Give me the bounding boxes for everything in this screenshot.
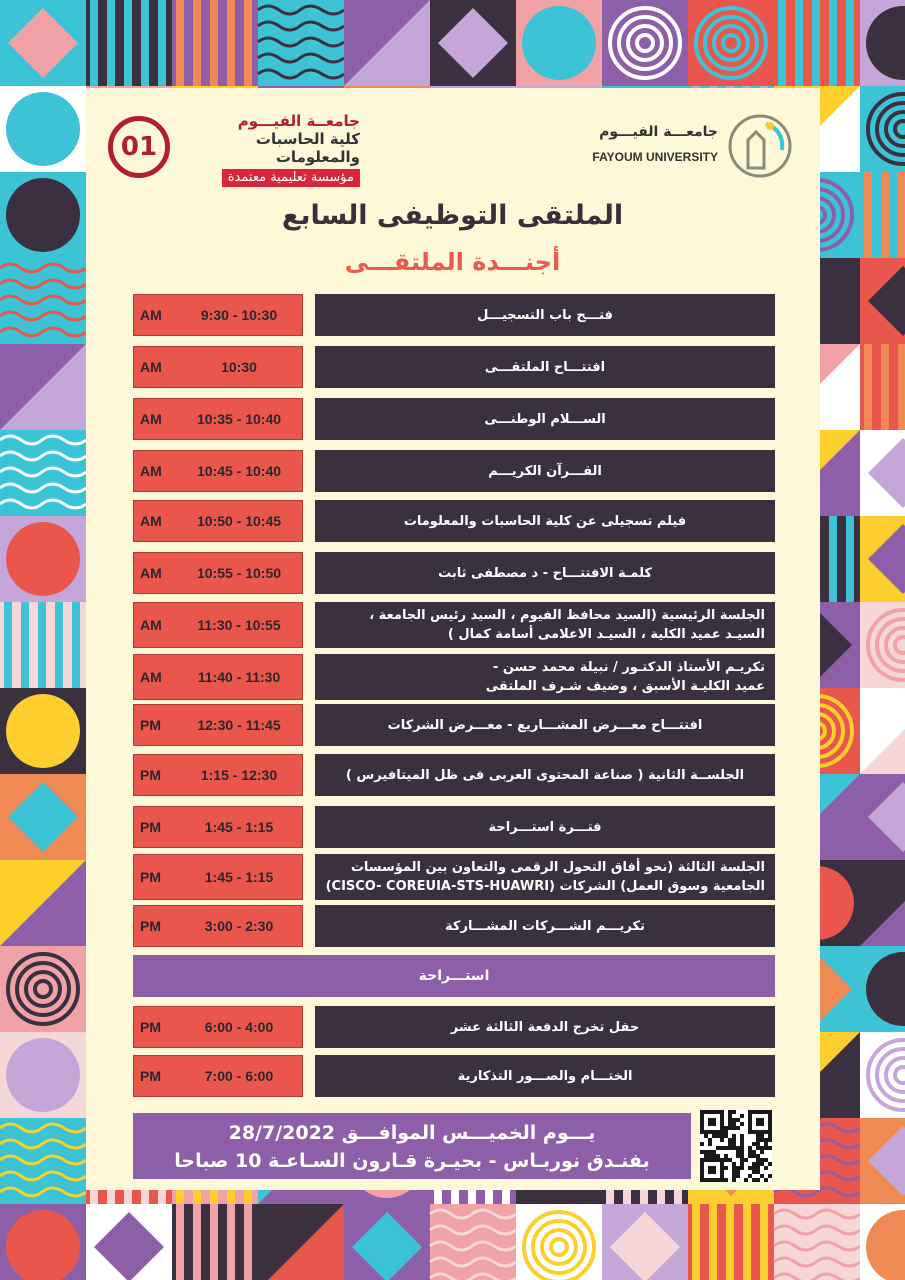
agenda-ampm: PM bbox=[140, 767, 161, 783]
agenda-event-line2: عميد الكليـة الأسبق ، وضيف شـرف الملتقى bbox=[485, 679, 765, 694]
agenda-ampm: AM bbox=[140, 463, 162, 479]
agenda-time: 11:30 - 10:55 bbox=[197, 617, 281, 633]
agenda-ampm: AM bbox=[140, 307, 162, 323]
agenda-event-text: فيلم تسجيلى عن كلية الحاسبات والمعلومات bbox=[403, 513, 687, 529]
agenda-time-cell bbox=[133, 500, 303, 542]
agenda-time: 11:40 - 11:30 bbox=[197, 669, 281, 685]
agenda-time: 10:30 bbox=[221, 359, 257, 375]
page-subtitle: أجنـــدة الملتقـــى bbox=[344, 248, 561, 276]
agenda-event bbox=[315, 552, 775, 594]
agenda-row bbox=[133, 450, 775, 492]
agenda-ampm: AM bbox=[140, 359, 162, 375]
agenda-event bbox=[315, 1055, 775, 1097]
agenda-event bbox=[315, 654, 775, 700]
agenda-event bbox=[315, 905, 775, 947]
agenda-event-line1: تكريـم الأستاذ الدكتـور / نبيلة محمد حسن - bbox=[492, 660, 765, 675]
agenda-time: 9:30 - 10:30 bbox=[200, 307, 278, 323]
agenda-event-line2: السيـد عميد الكلية ، السيـد الاعلامى أسامة كمال ) bbox=[447, 627, 765, 642]
agenda-ampm: PM bbox=[140, 717, 161, 733]
agenda-event bbox=[315, 450, 775, 492]
agenda-event-text: افتتـــاح الملتقـــى bbox=[484, 359, 606, 375]
agenda-time: 10:55 - 10:50 bbox=[196, 565, 282, 581]
agenda-event bbox=[315, 346, 775, 388]
agenda-event bbox=[315, 704, 775, 746]
agenda-event bbox=[315, 294, 775, 336]
agenda-row bbox=[133, 1006, 775, 1048]
fci-badge-icon: 01 bbox=[108, 116, 170, 178]
agenda-row bbox=[133, 754, 775, 796]
agenda-event bbox=[315, 500, 775, 542]
agenda-ampm: PM bbox=[140, 819, 161, 835]
agenda-time-cell bbox=[133, 346, 303, 388]
agenda-row bbox=[133, 854, 775, 900]
agenda-event-text: كلمـة الافتتـــاح - د مصطفى ثابت bbox=[438, 565, 652, 581]
agenda-time-cell bbox=[133, 704, 303, 746]
agenda-row bbox=[133, 398, 775, 440]
agenda-time-cell bbox=[133, 806, 303, 848]
agenda-event-line2: الجامعية وسوق العمل) الشركات (CISCO- COREUIA-STS-HUAWRI) bbox=[325, 879, 765, 894]
fci-university-name: جامعــة الفيـــوم bbox=[237, 112, 360, 130]
agenda-row bbox=[133, 704, 775, 746]
agenda-event-text: فتـــح باب التسجيـــل bbox=[477, 307, 613, 323]
agenda-time-cell bbox=[133, 294, 303, 336]
agenda-row bbox=[133, 654, 775, 700]
agenda-time: 1:45 - 1:15 bbox=[204, 819, 274, 835]
agenda-time-cell bbox=[133, 602, 303, 648]
agenda-row bbox=[133, 806, 775, 848]
agenda-time-cell bbox=[133, 1006, 303, 1048]
fci-accreditation-label: مؤسسة تعليمية معتمدة bbox=[222, 169, 360, 187]
agenda-time-cell bbox=[133, 854, 303, 900]
agenda-row bbox=[133, 905, 775, 947]
agenda-time: 7:00 - 6:00 bbox=[204, 1068, 274, 1084]
agenda-time: 3:00 - 2:30 bbox=[204, 918, 274, 934]
agenda-event-text: الســـلام الوطنـــى bbox=[484, 411, 606, 427]
agenda-event-text: الجلســة الثانية ( صناعة المحتوى العربى فى ظل الميتافيرس ) bbox=[345, 767, 745, 783]
fu-english-name: FAYOUM UNIVERSITY bbox=[592, 150, 718, 164]
agenda-event bbox=[315, 398, 775, 440]
agenda-time-cell bbox=[133, 450, 303, 492]
fci-faculty-name: كلية الحاسبات والمعلومات bbox=[255, 130, 360, 166]
agenda-row bbox=[133, 346, 775, 388]
qr-code-icon bbox=[700, 1110, 772, 1182]
agenda-row bbox=[133, 500, 775, 542]
agenda-time: 10:35 - 10:40 bbox=[196, 411, 282, 427]
agenda-event-text: فتـــرة استـــراحة bbox=[488, 819, 602, 835]
agenda-row bbox=[133, 602, 775, 648]
agenda-event bbox=[315, 854, 775, 900]
agenda-row bbox=[133, 1055, 775, 1097]
agenda-event-text: الختـــام والصـــور التذكارية bbox=[457, 1068, 633, 1084]
agenda-ampm: AM bbox=[140, 669, 162, 685]
agenda-event bbox=[315, 1006, 775, 1048]
agenda-time-cell bbox=[133, 654, 303, 700]
agenda-ampm: AM bbox=[140, 617, 162, 633]
agenda-time: 12:30 - 11:45 bbox=[197, 717, 281, 733]
agenda-time: 10:50 - 10:45 bbox=[196, 513, 282, 529]
fu-emblem-icon bbox=[726, 110, 794, 182]
agenda-time-cell bbox=[133, 398, 303, 440]
agenda-event bbox=[315, 806, 775, 848]
agenda-row bbox=[133, 294, 775, 336]
agenda-time-cell bbox=[133, 1055, 303, 1097]
agenda-time: 1:45 - 1:15 bbox=[204, 869, 274, 885]
agenda-event-text: حفل تخرج الدفعة الثالثة عشر bbox=[450, 1019, 640, 1035]
agenda-event-line1: الجلسة الرئيسية (السيد محافظ الفيوم ، السيد رئيس الجامعة ، bbox=[369, 608, 765, 623]
agenda-event bbox=[315, 602, 775, 648]
agenda-time-cell bbox=[133, 552, 303, 594]
event-date: يـــوم الخميـــس الموافـــق 28/7/2022 bbox=[228, 1122, 596, 1144]
agenda-time: 10:45 - 10:40 bbox=[196, 463, 282, 479]
agenda-ampm: PM bbox=[140, 1019, 161, 1035]
agenda-event bbox=[315, 754, 775, 796]
agenda-time: 6:00 - 4:00 bbox=[204, 1019, 274, 1035]
page-title: الملتقى التوظيفى السابع bbox=[281, 200, 624, 231]
agenda-time-cell bbox=[133, 754, 303, 796]
event-footer bbox=[133, 1113, 691, 1179]
agenda-ampm: AM bbox=[140, 565, 162, 581]
agenda-row bbox=[133, 552, 775, 594]
break-banner: استـــراحة bbox=[133, 955, 775, 997]
agenda-ampm: AM bbox=[140, 513, 162, 529]
agenda-time: 1:15 - 12:30 bbox=[200, 767, 278, 783]
fu-arabic-name: جامعـــة الفيـــوم bbox=[599, 124, 718, 140]
agenda-event-text: تكريـــم الشـــركات المشـــاركة bbox=[445, 918, 645, 934]
agenda-ampm: PM bbox=[140, 918, 161, 934]
event-venue: بفنـدق نوربـاس - بحيـرة قـارون السـاعـة 10 صباحا bbox=[174, 1150, 650, 1172]
agenda-event-text: افتتـــاح معـــرض المشـــاريع - معـــرض الشركات bbox=[387, 717, 703, 733]
agenda-ampm: AM bbox=[140, 411, 162, 427]
agenda-ampm: PM bbox=[140, 1068, 161, 1084]
agenda-ampm: PM bbox=[140, 869, 161, 885]
agenda-event-line1: الجلسة الثالثة (نحو أفاق التحول الرقمى والتعاون بين المؤسسات bbox=[350, 860, 765, 875]
agenda-time-cell bbox=[133, 905, 303, 947]
agenda-event-text: القـــرآن الكريـــم bbox=[488, 463, 602, 479]
